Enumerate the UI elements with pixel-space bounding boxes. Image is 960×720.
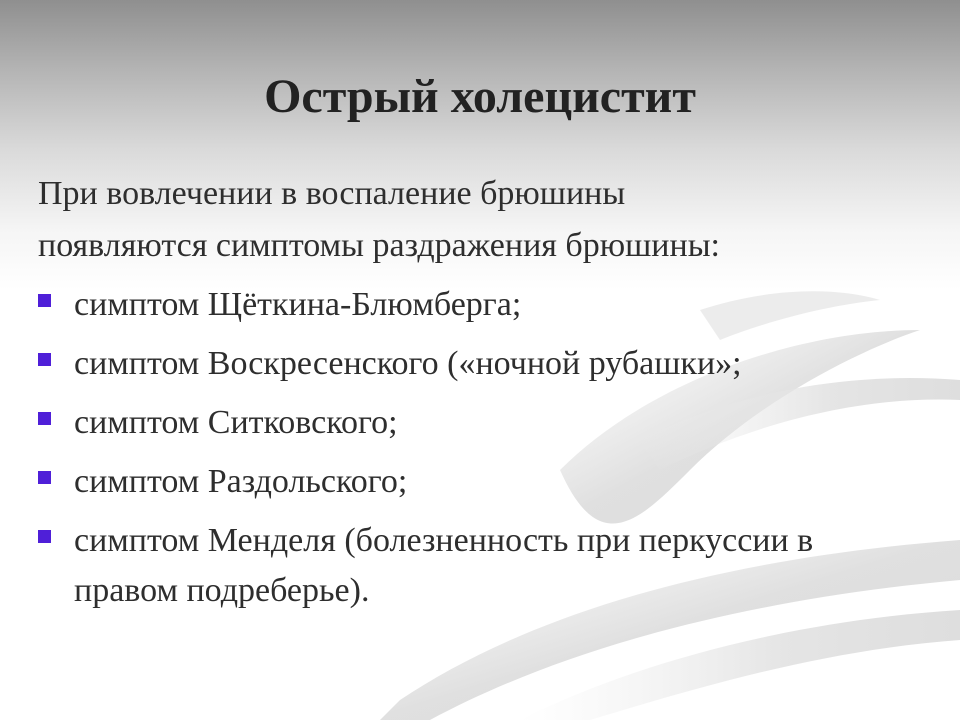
square-bullet-icon bbox=[38, 353, 51, 366]
list-item bbox=[38, 398, 918, 448]
list-item bbox=[38, 516, 918, 616]
square-bullet-icon bbox=[38, 294, 51, 307]
list-item-text: симптом Щёткина-Блюмберга; bbox=[74, 286, 522, 323]
intro-line-2: появляются симптомы раздражения брюшины: bbox=[38, 227, 720, 264]
intro-text bbox=[38, 168, 918, 272]
square-bullet-icon bbox=[38, 412, 51, 425]
list-item-text: симптом Ситковского; bbox=[74, 404, 398, 441]
symptom-list bbox=[38, 280, 918, 625]
list-item-text: симптом Воскресенского («ночной рубашки»; bbox=[74, 345, 742, 382]
list-item bbox=[38, 339, 918, 389]
square-bullet-icon bbox=[38, 471, 51, 484]
list-item-text: симптом Раздольского; bbox=[74, 463, 408, 500]
square-bullet-icon bbox=[38, 530, 51, 543]
list-item-text: симптом Менделя (болезненность при перкуссии в правом подреберье). bbox=[74, 522, 814, 609]
intro-line-1: При вовлечении в воспаление брюшины bbox=[38, 175, 626, 212]
list-item bbox=[38, 457, 918, 507]
slide-title: Острый холецистит bbox=[264, 70, 696, 123]
list-item bbox=[38, 280, 918, 330]
